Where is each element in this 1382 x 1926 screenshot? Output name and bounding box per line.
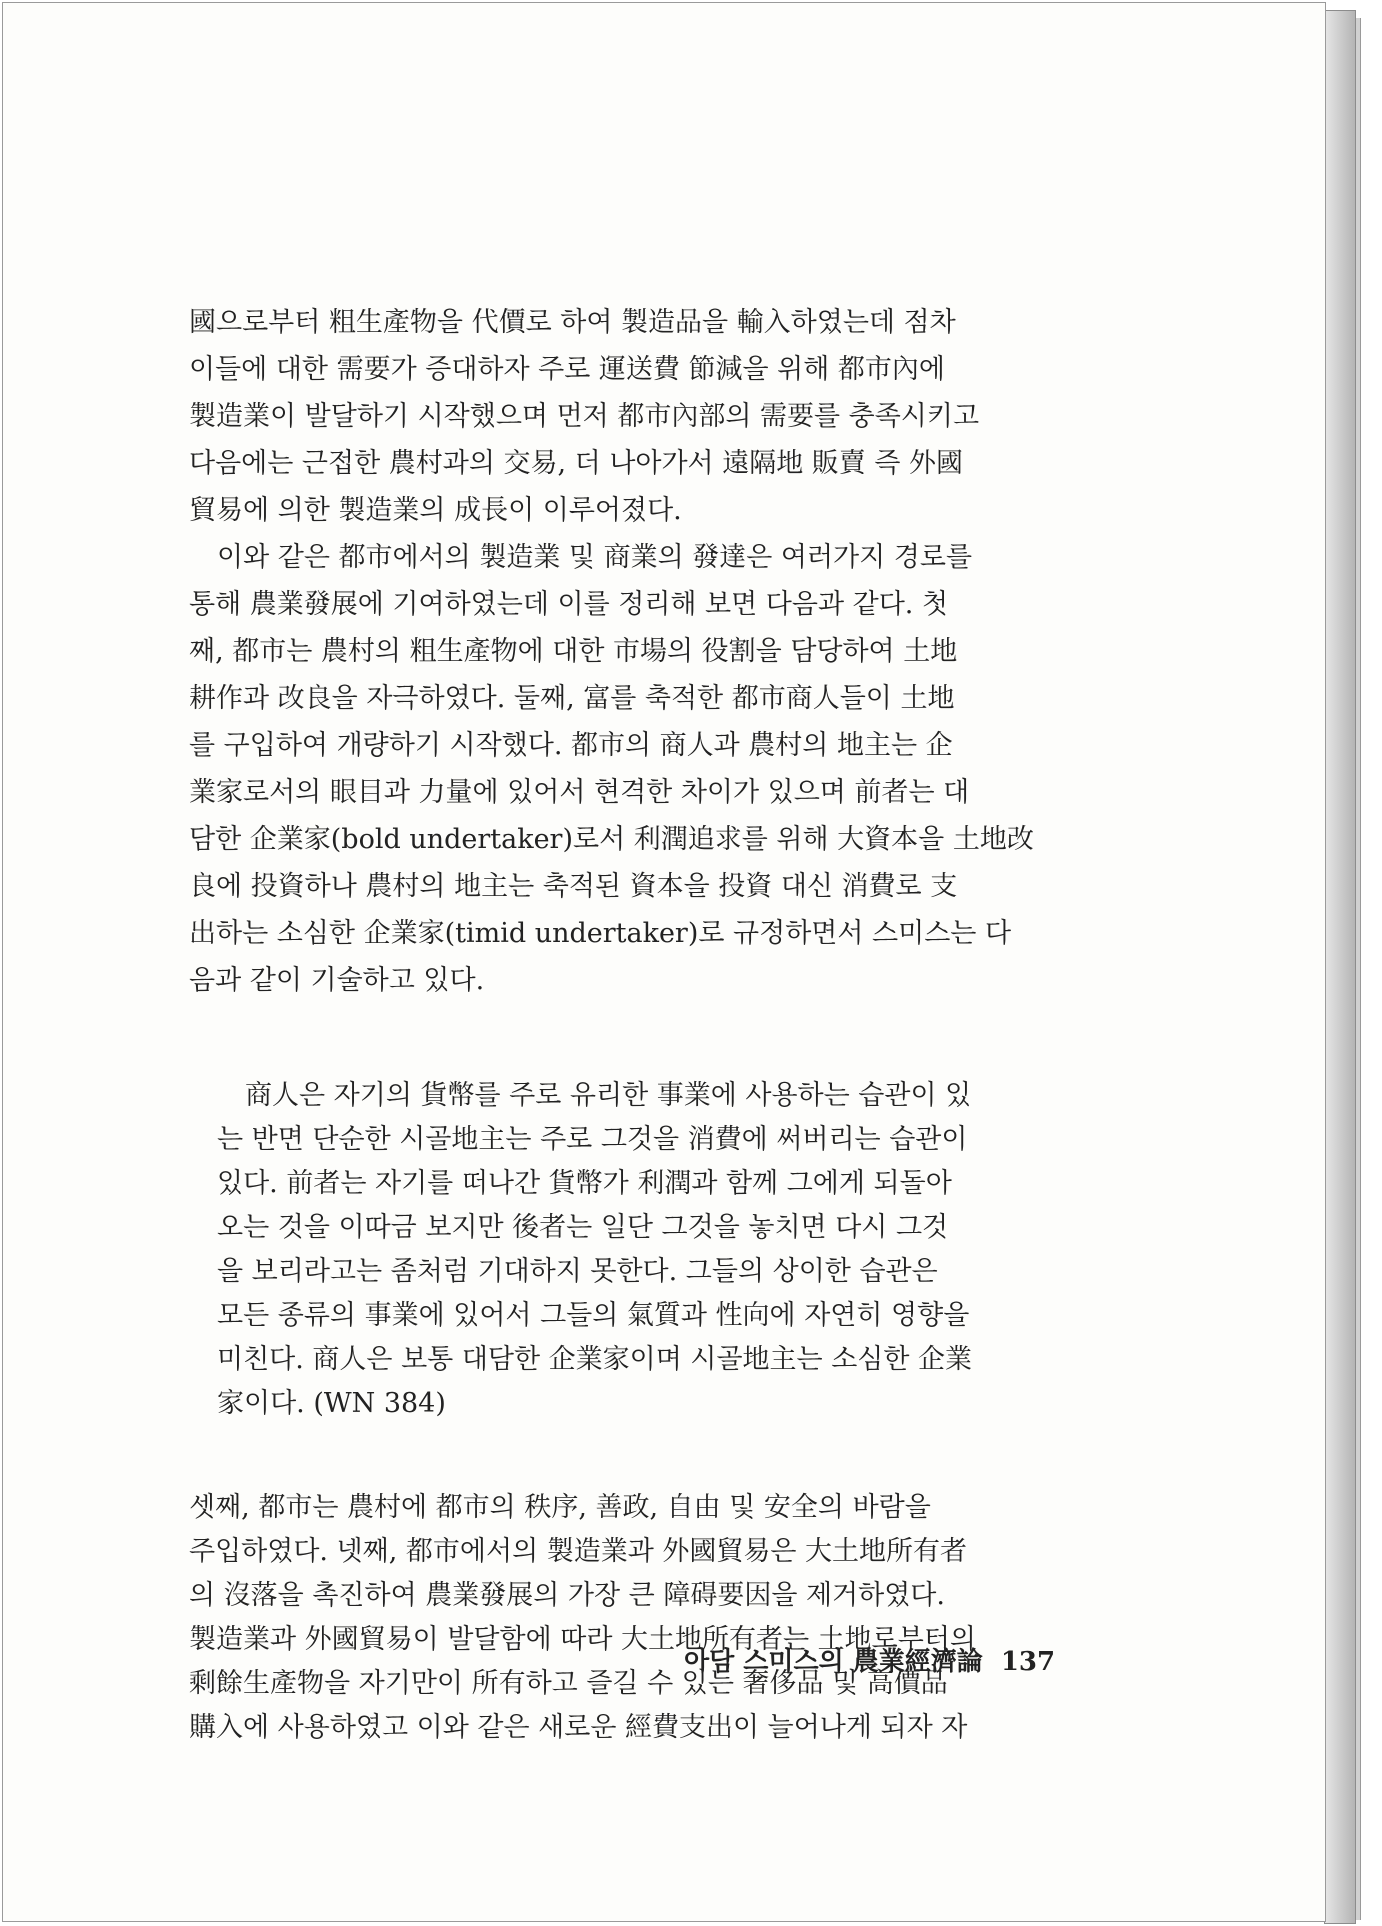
page-footer xyxy=(684,1641,1055,1677)
text-line: 음과 같이 기술하고 있다. xyxy=(189,965,485,996)
text-line: 를 구입하여 개량하기 시작했다. 都市의 商人과 農村의 地主는 企 xyxy=(189,730,953,761)
text-line: 의 沒落을 촉진하여 農業發展의 가장 큰 障碍要因을 제거하였다. xyxy=(189,1580,945,1611)
text-line: 담한 企業家(bold undertaker)로서 利潤追求를 위해 大資本을 土地改 xyxy=(189,824,1034,855)
quote-line: 오는 것을 이따금 보지만 後者는 일단 그것을 놓치면 다시 그것 xyxy=(217,1212,949,1243)
page-number: 137 xyxy=(1000,1647,1056,1677)
text-line: 剩餘生產物을 자기만이 所有하고 즐길 수 있는 奢侈品 및 高價品 xyxy=(189,1668,948,1699)
text-line: 이들에 대한 需要가 증대하자 주로 運送費 節減을 위해 都市內에 xyxy=(189,354,945,385)
text-line: 셋째, 都市는 農村에 都市의 秩序, 善政, 自由 및 安全의 바람을 xyxy=(189,1492,931,1523)
paragraph-2 xyxy=(189,534,1089,1004)
text-line: 貿易에 의한 製造業의 成長이 이루어졌다. xyxy=(189,495,682,526)
text-line: 째, 都市는 農村의 粗生產物에 대한 市場의 役割을 담당하여 土地 xyxy=(189,636,958,667)
book-page xyxy=(2,2,1326,1922)
text-line: 國으로부터 粗生產物을 代價로 하여 製造品을 輸入하였는데 점차 xyxy=(189,307,956,338)
quote-line: 는 반면 단순한 시골地主는 주로 그것을 消費에 써버리는 습관이 xyxy=(217,1124,968,1155)
quote-line: 미친다. 商人은 보통 대담한 企業家이며 시골地主는 소심한 企業 xyxy=(217,1344,973,1375)
text-line: 業家로서의 眼目과 力量에 있어서 현격한 차이가 있으며 前者는 대 xyxy=(189,777,970,808)
running-title: 아담 스미스의 農業經濟論 xyxy=(684,1647,983,1677)
text-line: 다음에는 근접한 農村과의 交易, 더 나아가서 遠隔地 販賣 즉 外國 xyxy=(189,448,964,479)
text-line: 이와 같은 都市에서의 製造業 및 商業의 發達은 여러가지 경로를 xyxy=(217,542,973,573)
paragraph-1 xyxy=(189,299,1089,534)
page-edge-shadow xyxy=(1324,10,1356,1924)
text-line: 製造業이 발달하기 시작했으며 먼저 都市內部의 需要를 충족시키고 xyxy=(189,401,980,432)
quote-line: 을 보리라고는 좀처럼 기대하지 못한다. 그들의 상이한 습관은 xyxy=(217,1256,938,1287)
page-body xyxy=(189,299,1089,1750)
text-line: 耕作과 改良을 자극하였다. 둘째, 富를 축적한 都市商人들이 土地 xyxy=(189,683,955,714)
quote-line: 家이다. (WN 384) xyxy=(217,1388,446,1419)
block-quote xyxy=(189,1074,1089,1426)
quote-line: 있다. 前者는 자기를 떠나간 貨幣가 利潤과 함께 그에게 되돌아 xyxy=(217,1168,952,1199)
text-line: 出하는 소심한 企業家(timid undertaker)로 규정하면서 스미스는 다 xyxy=(189,918,1012,949)
text-line: 良에 投資하나 農村의 地主는 축적된 資本을 投資 대신 消費로 支 xyxy=(189,871,958,902)
text-line: 주입하였다. 넷째, 都市에서의 製造業과 外國貿易은 大土地所有者 xyxy=(189,1536,968,1567)
quote-line: 商人은 자기의 貨幣를 주로 유리한 事業에 사용하는 습관이 있 xyxy=(245,1080,972,1111)
text-line: 통해 農業發展에 기여하였는데 이를 정리해 보면 다음과 같다. 첫 xyxy=(189,589,949,620)
paragraph-3 xyxy=(189,1486,1089,1750)
text-line: 購入에 사용하였고 이와 같은 새로운 經費支出이 늘어나게 되자 자 xyxy=(189,1712,968,1743)
text-line: 製造業과 外國貿易이 발달함에 따라 大土地所有者는 土地로부터의 xyxy=(189,1624,976,1655)
quote-line: 모든 종류의 事業에 있어서 그들의 氣質과 性向에 자연히 영향을 xyxy=(217,1300,970,1331)
